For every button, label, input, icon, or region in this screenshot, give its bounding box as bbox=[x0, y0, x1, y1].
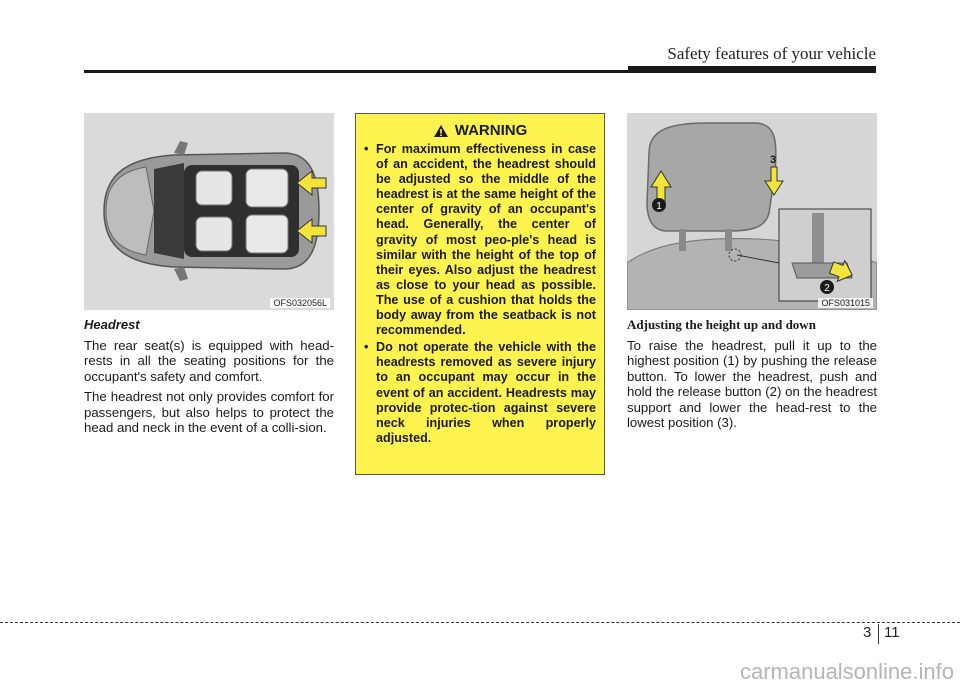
section-heading-adjust-height: Adjusting the height up and down bbox=[627, 317, 816, 332]
header-title: Safety features of your vehicle bbox=[667, 44, 876, 63]
figure-code-headrest: OFS031015 bbox=[818, 298, 873, 308]
warning-item: • Do not operate the vehicle with the headrests removed as severe injury to an occupant may occur in the event of an accident. Headrests may provide protec-tion against severe neck injuries when properly adjusted. bbox=[364, 340, 596, 446]
warning-list bbox=[364, 142, 596, 446]
warning-triangle-icon bbox=[433, 124, 449, 138]
footer-rule bbox=[0, 622, 960, 623]
warning-box bbox=[355, 113, 605, 475]
headrest-illustration bbox=[627, 113, 877, 310]
page-number: 11 bbox=[884, 624, 900, 641]
warning-title bbox=[364, 122, 596, 139]
left-column bbox=[84, 317, 334, 441]
warning-title-text: WARNING bbox=[454, 122, 528, 139]
car-seating-figure bbox=[84, 113, 334, 310]
paragraph: The rear seat(s) is equipped with head-rests in all the seating positions for the occupant's safety and comfort. bbox=[84, 337, 334, 384]
figure-code-car: OFS032056L bbox=[270, 298, 330, 308]
section-heading-headrest: Headrest bbox=[84, 317, 140, 332]
callout-3: 3 bbox=[769, 154, 777, 166]
header-rule-accent bbox=[628, 66, 876, 72]
chapter-number: 3 bbox=[863, 624, 872, 641]
callout-2: 2 bbox=[824, 283, 830, 294]
right-column bbox=[627, 317, 877, 436]
watermark: carmanualsonline.info bbox=[739, 659, 954, 684]
headrest-adjust-figure bbox=[627, 113, 877, 310]
car-top-view-illustration bbox=[84, 113, 334, 310]
warning-item: • For maximum effectiveness in case of an accident, the headrest should be adjusted so the middle of the headrest is at the same height of the center of gravity of an occupant's head. Generally, the center of gravity of most peo-ple's head is similar with the height of the top of their eyes. Also adjust the headrest as close to your head as possible. The use of a cushion that holds the body away from the seatback is not recommended. bbox=[364, 142, 596, 338]
callout-1: 1 bbox=[656, 201, 662, 212]
footer-separator bbox=[878, 624, 879, 644]
paragraph: The headrest not only provides comfort for passengers, but also helps to protect the head and neck in the event of a colli-sion. bbox=[84, 389, 334, 435]
paragraph: To raise the headrest, pull it up to the highest position (1) by pushing the release button. To lower the headrest, push and hold the release button (2) on the headrest support and lower the head-rest to the lowest position (3). bbox=[627, 337, 877, 430]
